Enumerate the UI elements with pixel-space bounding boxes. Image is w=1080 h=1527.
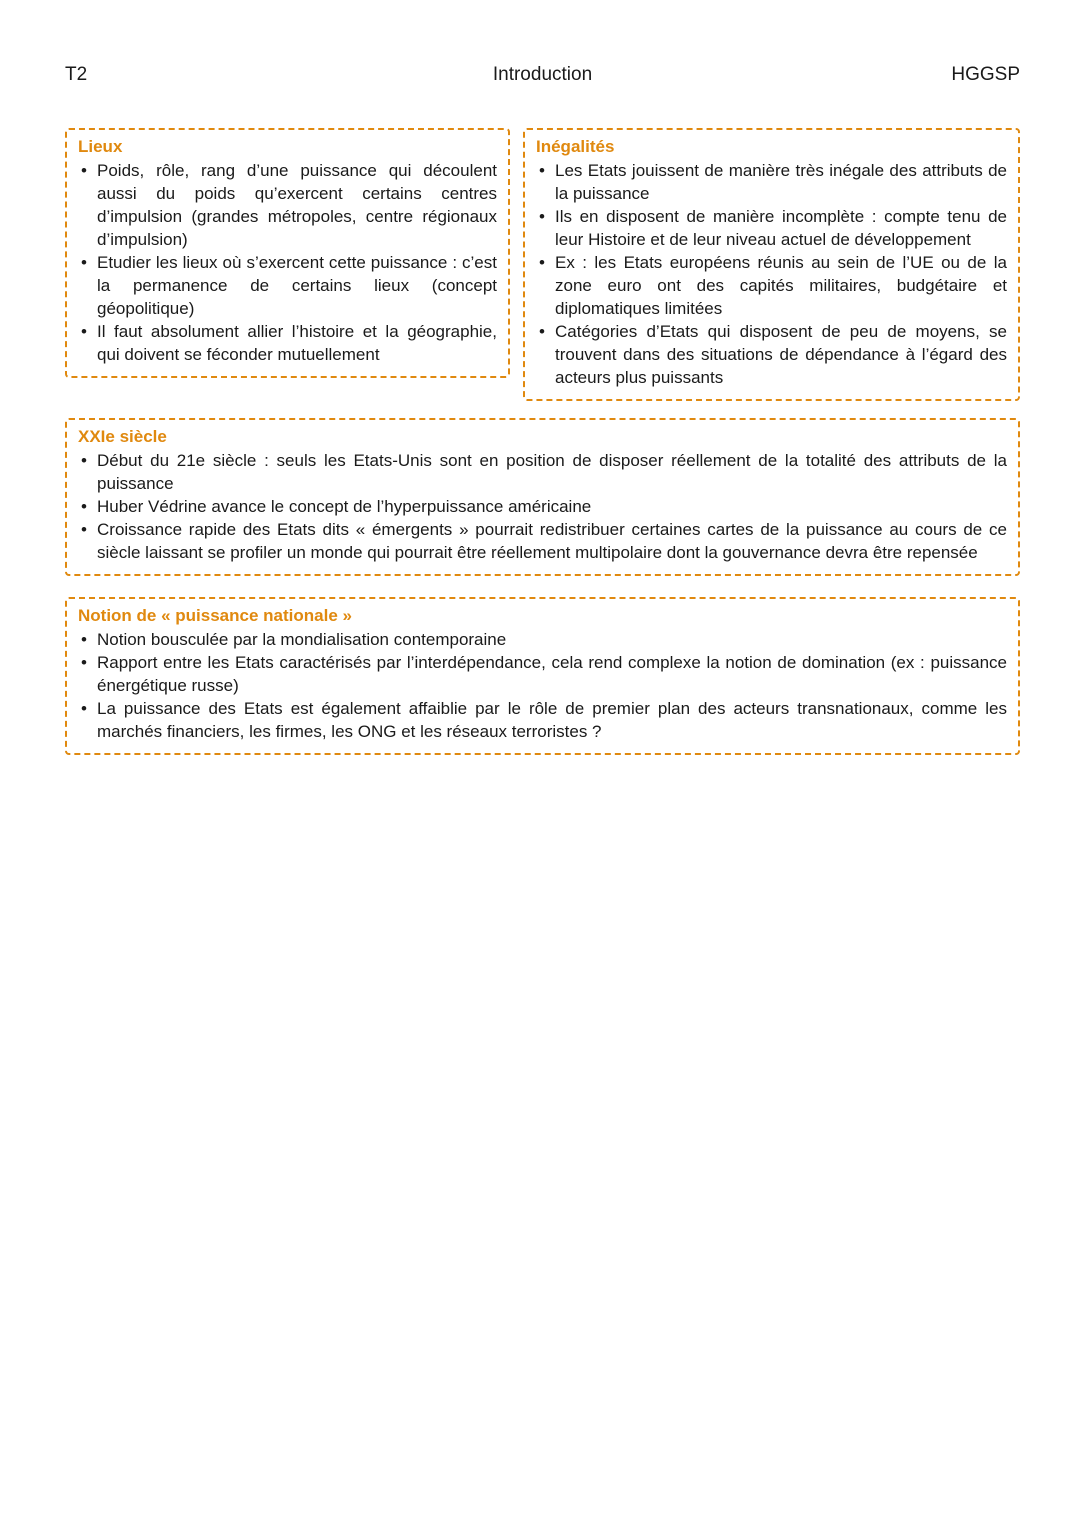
box-lieux [65, 128, 510, 378]
bullet-item: • Ex : les Etats européens réunis au sein de l’UE ou de la zone euro ont des capités militaires, budgétaire et diplomatiques limitées [536, 251, 1007, 320]
box-xxie-siecle [65, 418, 1020, 576]
bullet-item: • Huber Védrine avance le concept de l’hyperpuissance américaine [78, 495, 1007, 518]
bullet-item: • Etudier les lieux où s’exercent cette puissance : c’est la permanence de certains lieux (concept géopolitique) [78, 251, 497, 320]
box-inegalites-list [536, 159, 1007, 389]
page-header [65, 64, 1020, 86]
box-xxie-siecle-list [78, 449, 1007, 564]
box-inegalites-title: Inégalités [536, 137, 615, 156]
bullet-item: • Notion bousculée par la mondialisation contemporaine [78, 628, 1007, 651]
bullet-item: • Catégories d’Etats qui disposent de peu de moyens, se trouvent dans des situations de dépendance à l’égard des acteurs plus puissants [536, 320, 1007, 389]
header-subject: HGGSP [951, 64, 1021, 85]
bullet-item: • Les Etats jouissent de manière très inégale des attributs de la puissance [536, 159, 1007, 205]
box-lieux-list [78, 159, 497, 366]
box-puissance-nationale-list [78, 628, 1007, 743]
box-xxie-siecle-title: XXIe siècle [78, 427, 167, 446]
bullet-item: • Croissance rapide des Etats dits « émergents » pourrait redistribuer certaines cartes de la puissance au cours de ce siècle laissant se profiler un monde qui pourrait être réellement multipolaire dont la gouvernance devra être repensée [78, 518, 1007, 564]
bullet-item: • Il faut absolument allier l’histoire et la géographie, qui doivent se féconder mutuellement [78, 320, 497, 366]
box-puissance-nationale-title: Notion de « puissance nationale » [78, 606, 352, 625]
box-lieux-title: Lieux [78, 137, 123, 156]
bullet-item: • Début du 21e siècle : seuls les Etats-Unis sont en position de disposer réellement de la totalité des attributs de la puissance [78, 449, 1007, 495]
bullet-item: • Rapport entre les Etats caractérisés par l’interdépendance, cela rend complexe la notion de domination (ex : puissance énergétique russe) [78, 651, 1007, 697]
bullet-item: • Poids, rôle, rang d’une puissance qui découlent aussi du poids qu’exercent certains centres d’impulsion (grandes métropoles, centre régionaux d’impulsion) [78, 159, 497, 251]
header-course-code: T2 [65, 64, 88, 85]
top-row [65, 128, 1020, 401]
bullet-item: • La puissance des Etats est également affaiblie par le rôle de premier plan des acteurs transnationaux, comme les marchés financiers, les firmes, les ONG et les réseaux terroristes ? [78, 697, 1007, 743]
bullet-item: • Ils en disposent de manière incomplète : compte tenu de leur Histoire et de leur niveau actuel de développement [536, 205, 1007, 251]
box-puissance-nationale [65, 597, 1020, 755]
box-inegalites [523, 128, 1020, 401]
page-title: Introduction [492, 64, 593, 85]
